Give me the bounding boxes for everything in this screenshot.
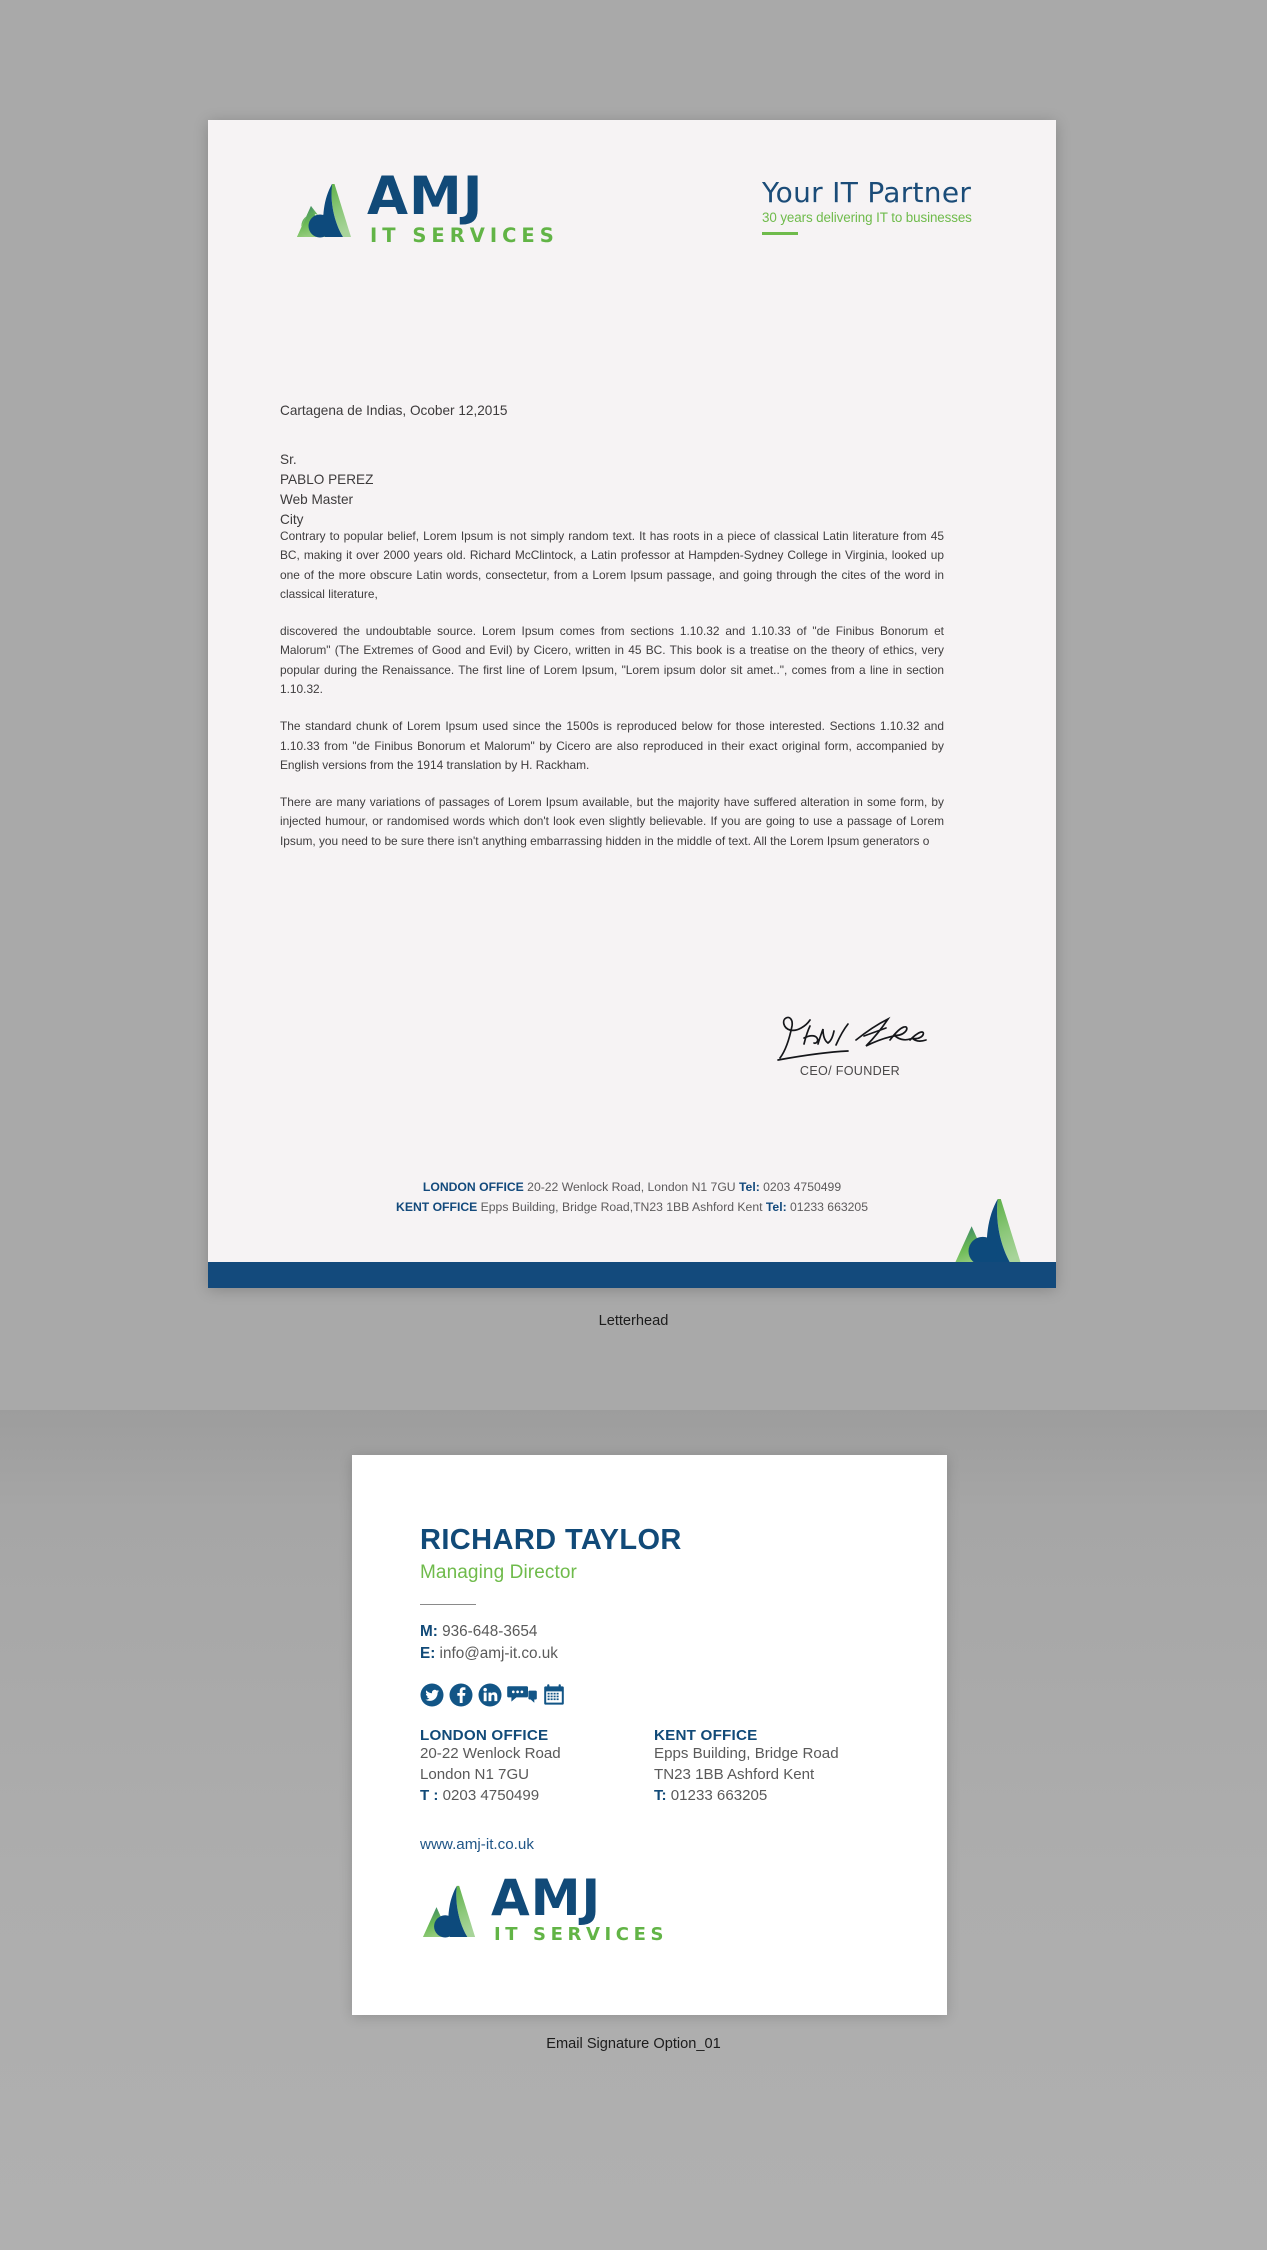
letter-date: Cartagena de Indias, Ocober 12,2015 — [280, 403, 508, 418]
signature-block — [750, 1010, 950, 1078]
caption-letterhead: Letterhead — [598, 1313, 669, 1329]
brand-subtitle: IT SERVICES — [370, 223, 559, 247]
letterhead-tagline — [762, 178, 1008, 235]
office-line-1: Epps Building, Bridge Road — [654, 1744, 839, 1762]
card-logo — [420, 1869, 900, 1946]
tagline-secondary: 30 years delivering IT to businesses — [762, 210, 972, 226]
email-signature-content — [420, 1525, 900, 1944]
card-wordmark — [491, 1869, 669, 1946]
card-brand-name: AMJ — [491, 1869, 602, 1928]
footer-amj-mountain-mark-icon — [950, 1194, 1028, 1271]
email-signature-card — [352, 1455, 947, 2015]
chat-icon[interactable] — [507, 1683, 537, 1707]
footer-london-line — [208, 1178, 1056, 1198]
recipient-line: PABLO PEREZ — [280, 471, 374, 487]
office-tel-line — [420, 1786, 620, 1807]
letterhead-sheet — [208, 120, 1056, 1288]
office-line-1: 20-22 Wenlock Road — [420, 1744, 561, 1762]
footer-london-label: LONDON OFFICE — [422, 1180, 524, 1194]
footer-london-address: 20-22 Wenlock Road, London N1 7GU — [523, 1180, 739, 1194]
office-london — [420, 1727, 620, 1806]
caption-email-signature: Email Signature Option_01 — [546, 2036, 721, 2052]
office-name: KENT OFFICE — [654, 1726, 758, 1744]
office-kent — [654, 1727, 854, 1806]
recipient-line: City — [280, 511, 304, 527]
email-label: E: — [420, 1645, 436, 1663]
mobile-label: M: — [420, 1623, 438, 1641]
mobile-value: 936-648-3654 — [437, 1623, 538, 1641]
letter-paragraph: The standard chunk of Lorem Ipsum used since the 1500s is reproduced below for those interested. Sections 1.10.32 and 1.10.33 from "de Finibus Bonorum et Malorum" by Cicero are also reproduced in their exact original form, accompanied by English versions from the 1914 translation by H. Rackham. — [280, 719, 944, 772]
tagline-rule — [762, 232, 798, 235]
footer-kent-tel: 01233 663205 — [786, 1199, 868, 1214]
office-line-2: TN23 1BB Ashford Kent — [654, 1765, 815, 1783]
signature-mobile-line — [420, 1621, 900, 1643]
office-tel-label: T: — [654, 1786, 667, 1804]
letter-paragraph: There are many variations of passages of Lorem Ipsum available, but the majority have suffered alteration in some form, by injected humour, or randomised words which don't look even slightly believable. If you are going to use a passage of Lorem Ipsum, you need to be sure there isn't anything embarrassing hidden in the middle of text. All the Lorem Ipsum generators o — [280, 795, 944, 848]
letter-recipient — [280, 450, 373, 529]
letterhead-logo — [294, 166, 559, 247]
card-amj-mountain-mark-icon — [420, 1882, 480, 1938]
footer-kent-tel-label: Tel: — [765, 1199, 787, 1214]
letterhead-footer — [208, 1160, 1056, 1288]
card-brand-subtitle: IT SERVICES — [494, 1924, 669, 1946]
footer-london-tel: 0203 4750499 — [759, 1180, 842, 1194]
signature-divider — [420, 1604, 476, 1606]
office-list — [420, 1727, 900, 1806]
letterhead-wordmark — [367, 166, 559, 247]
footer-kent-label: KENT OFFICE — [396, 1199, 478, 1214]
footer-kent-address: Epps Building, Bridge Road,TN23 1BB Ashford Kent — [477, 1199, 766, 1214]
footer-kent-line — [208, 1198, 1056, 1218]
facebook-icon[interactable] — [449, 1683, 473, 1707]
office-tel-label: T : — [420, 1786, 439, 1804]
recipient-line: Web Master — [280, 491, 354, 507]
office-name: LONDON OFFICE — [420, 1726, 549, 1744]
brand-name: AMJ — [367, 166, 484, 227]
signature-title: CEO/ FOUNDER — [799, 1064, 901, 1078]
handwritten-signature-icon — [750, 1010, 950, 1062]
signature-contact — [420, 1621, 900, 1664]
recipient-line: Sr. — [280, 452, 297, 467]
letter-body — [280, 527, 944, 851]
signature-person-name: RICHARD TAYLOR — [420, 1524, 682, 1556]
office-tel-line — [654, 1786, 854, 1807]
tagline-primary: Your IT Partner — [762, 176, 972, 209]
letter-paragraph: Contrary to popular belief, Lorem Ipsum is not simply random text. It has roots in a piece of classical Latin literature from 45 BC, making it over 2000 years old. Richard McClintock, a Latin professor at Hampden-Sydney College in Virginia, looked up one of the more obscure Latin words, consectetur, from a Lorem Ipsum passage, and going through the cites of the word in classical literature, — [280, 529, 944, 601]
amj-mountain-mark-icon — [294, 180, 356, 238]
signature-person-role: Managing Director — [420, 1561, 577, 1583]
website-link[interactable]: www.amj-it.co.uk — [420, 1836, 534, 1854]
twitter-icon[interactable] — [420, 1683, 444, 1707]
office-line-2: London N1 7GU — [420, 1765, 530, 1783]
linkedin-icon[interactable] — [478, 1683, 502, 1707]
office-tel-value: 01233 663205 — [666, 1786, 768, 1804]
signature-email-line — [420, 1643, 900, 1665]
letter-paragraph: discovered the undoubtable source. Lorem Ipsum comes from sections 1.10.32 and 1.10.33 of "de Finibus Bonorum et Malorum" (The Extremes of Good and Evil) by Cicero, written in 45 BC. This book is a treatise on the theory of ethics, very popular during the Renaissance. The first line of Lorem Ipsum, "Lorem ipsum dolor sit amet..", comes from a line in section 1.10.32. — [280, 624, 944, 696]
footer-london-tel-label: Tel: — [739, 1180, 760, 1194]
social-links[interactable] — [420, 1683, 900, 1707]
footer-navy-bar — [208, 1262, 1056, 1288]
office-tel-value: 0203 4750499 — [438, 1786, 540, 1804]
footer-addresses — [208, 1178, 1056, 1218]
calendar-icon[interactable] — [542, 1683, 566, 1707]
email-value: info@amj-it.co.uk — [435, 1645, 558, 1663]
